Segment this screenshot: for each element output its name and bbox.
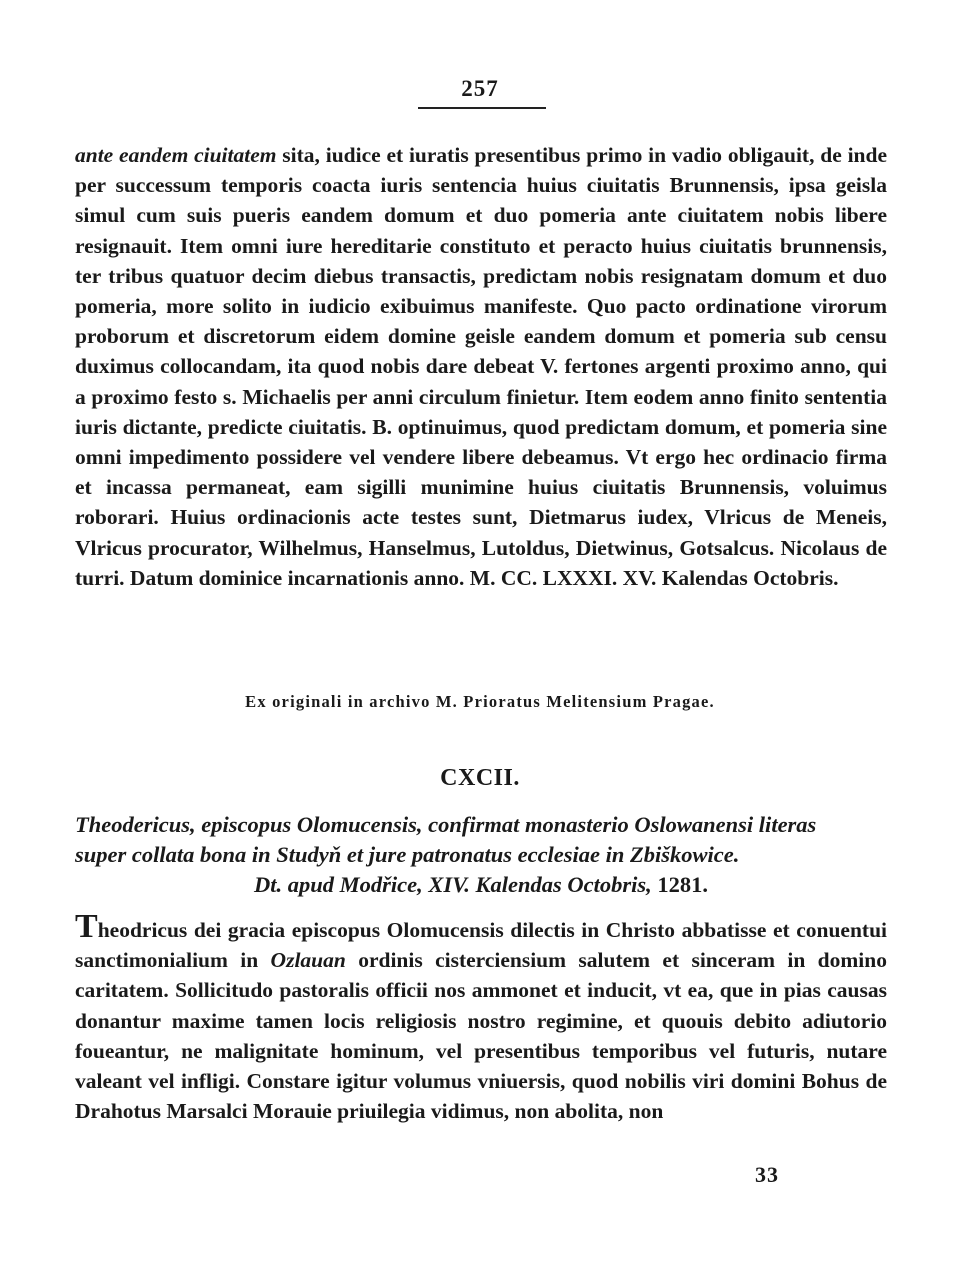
page-number: 257 [461,76,499,101]
paragraph-text-start: heodricus dei gracia episcopus Olomucensis dilectis in Christo abbatisse et conuentui sanctimonialium in [75,918,887,973]
page-number-rule [418,107,546,109]
continued-charter-paragraph [75,140,887,593]
document-number-heading: CXCII. [440,765,520,791]
regest-dating: Dt. apud Modřice, XIV. Kalendas Octobris, [253,872,652,897]
initial-letter: T [75,908,98,945]
charter-paragraph [75,908,887,1126]
regest-year: 1281. [657,872,708,897]
paragraph-text: sita, iudice et iuratis presentibus primo in vadio obligauit, de inde per successum temporis coacta iuris sentencia huius ciuitatis Brunnensis, ipsa geisla simul cum suis pueris eandem domum et duo pomeria ante ciuitatem nobis libere resignauit. Item omni iure hereditarie constituto et peracto huius ciuitatis brunnensis, ter tribus quatuor decim diebus transactis, predictam nobis resignatam domum et duo pomeria, more solito in iudicio exibuimus manifeste. Quo pacto ordinatione virorum proborum et discretorum eidem domine geisle eandem domum et pomeria sub censu duximus collocandam, ita quod nobis dare debeat V. fertones argenti proximo anno, qui a proximo festo s. Michaelis per anni circulum finietur. Item eodem anno finito sententia iuris dictante, predicte ciuitatis. B. optinuimus, quod predictam domum, et pomeria sine omni impedimento possidere vel vendere libere debeamus. Vt ergo hec ordinacio firma et incassa permaneat, eam sigilli munimine huius ciuitatis Brunnensis, voluimus roborari. Huius ordinacionis acte testes sunt, Dietmarus iudex, Vlricus de Meneis, Vlricus procurator, Wilhelmus, Hanselmus, Lutoldus, Dietwinus, Gotsalcus. Nicolaus de turri. Datum dominice incarnationis anno. M. CC. LXXXI. XV. Kalendas Octobris. [75,143,887,590]
italic-place-name: Ozlauan [270,948,346,973]
regest-summary [75,810,887,900]
regest-dating-line [75,870,887,900]
source-note: Ex originali in archivo M. Prioratus Melitensium Pragae. [245,692,715,711]
signature-mark: 33 [755,1162,779,1187]
regest-line-2: super collata bona in Studyň et jure patronatus ecclesiae in Zbiškowice. [75,842,740,867]
italic-opening: ante eandem ciuitatem [75,143,277,167]
regest-line-1: Theodericus, episcopus Olomucensis, confirmat monasterio Oslowanensi literas [75,812,817,837]
paragraph-text-rest: ordinis cisterciensium salutem et sinceram in domino caritatem. Sollicitudo pastoralis officii nos ammonet et inducit, vt ea, que in pias causas donantur maxime tamen locis religiosis nostro regimine, et quouis debito adiutorio foueantur, ne malignitate hominum, vel presentibus temporibus vel futuris, nutare valeant vel infligi. Constare igitur volumus vniuersis, quod nobilis viri domini Bohus de Drahotus Marsalci Morauie priuilegia vidimus, non abolita, non [75,948,887,1124]
